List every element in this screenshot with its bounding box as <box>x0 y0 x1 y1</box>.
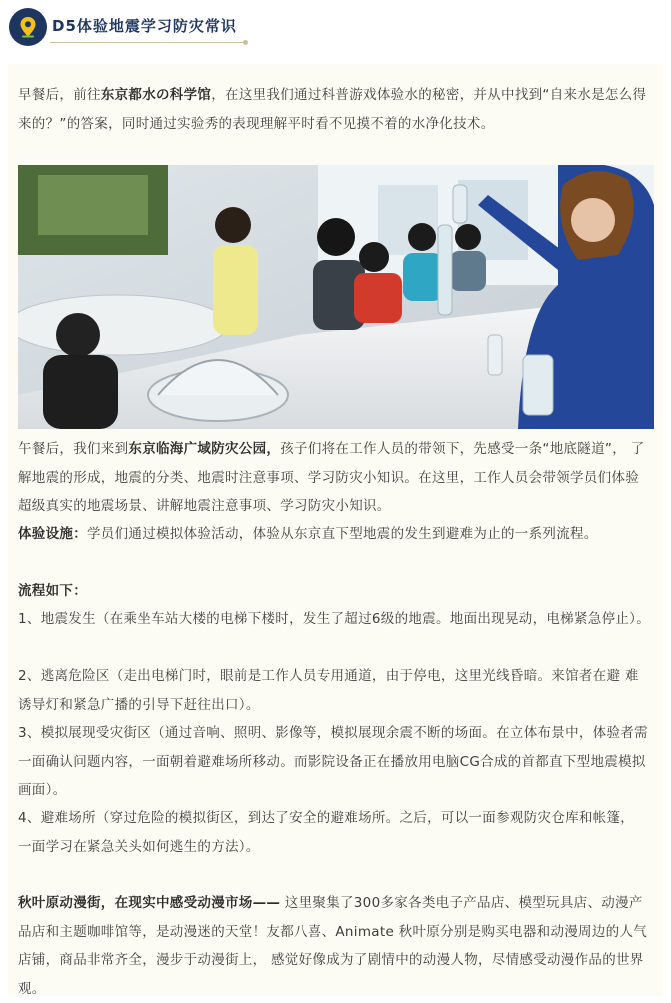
paragraph-process-heading: 流程如下： <box>18 583 87 599</box>
section-badge <box>9 8 47 46</box>
list-item-step-4: 4、避难场所（穿过危险的模拟街区，到达了安全的避难场所。之后，可以一面参观防灾仓库和帐篷， 一面学习在紧急关头如何逃生的方法）。 <box>18 810 635 855</box>
paragraph-akihabara: 秋叶原动漫街，在现实中感受动漫市场—— 这里聚集了300多家各类电子产品店、模型玩具店、动漫产品店和主题咖啡馆等，是动漫迷的天堂！友都八喜、Animate 秋叶原分别是购买电器和动漫周边的人气店铺，商品非常齐全，漫步于动漫街上， 感觉好像成为了剧情中的动漫人物，尽情感受动漫作品的世界观。 <box>18 895 648 997</box>
science-museum-photo <box>18 165 654 429</box>
list-item-step-2: 2、逃离危险区（走出电梯门时，眼前是工作人员专用通道，由于停电，这里光线昏暗。来馆者在避 难诱导灯和紧急广播的引导下赶往出口）。 <box>18 668 639 713</box>
map-pin-icon <box>16 15 40 39</box>
paragraph-disaster-park: 午餐后，我们来到东京临海广域防灾公园，孩子们将在工作人员的带领下，先感受一条“地底隧道”， 了解地震的形成，地震的分类、地震时注意事项、学习防灾小知识。在这里，工作人员会带领学员们体验超级真实的地震场景、讲解地震注意事项、学习防灾小知识。 <box>18 441 645 514</box>
section-title: D5体验地震学习防灾常识 <box>52 17 237 35</box>
article-body <box>8 64 663 996</box>
section-header <box>0 0 671 52</box>
list-item-step-3: 3、模拟展现受灾街区（通过音响、照明、影像等，模拟展现余震不断的场面。在立体布景中，体验者需一面确认问题内容，一面朝着避难场所移动。而影院设备正在播放用电脑CG合成的首都直下型地震模拟画面）。 <box>18 725 648 798</box>
title-underline <box>50 42 246 43</box>
list-item-step-1: 1、地震发生（在乘坐车站大楼的电梯下楼时，发生了超过6级的地震。地面出现晃动，电梯紧急停止）。 <box>18 611 651 627</box>
paragraph-water-museum: 早餐后，前往东京都水の科学馆，在这里我们通过科普游戏体验水的秘密，并从中找到“自来水是怎么得来的？”的答案，同时通过实验秀的表现理解平时看不见摸不着的水净化技术。 <box>18 87 647 132</box>
paragraph-facilities: 体验设施：学员们通过模拟体验活动，体验从东京直下型地震的发生到避难为止的一系列流程。 <box>18 526 598 542</box>
